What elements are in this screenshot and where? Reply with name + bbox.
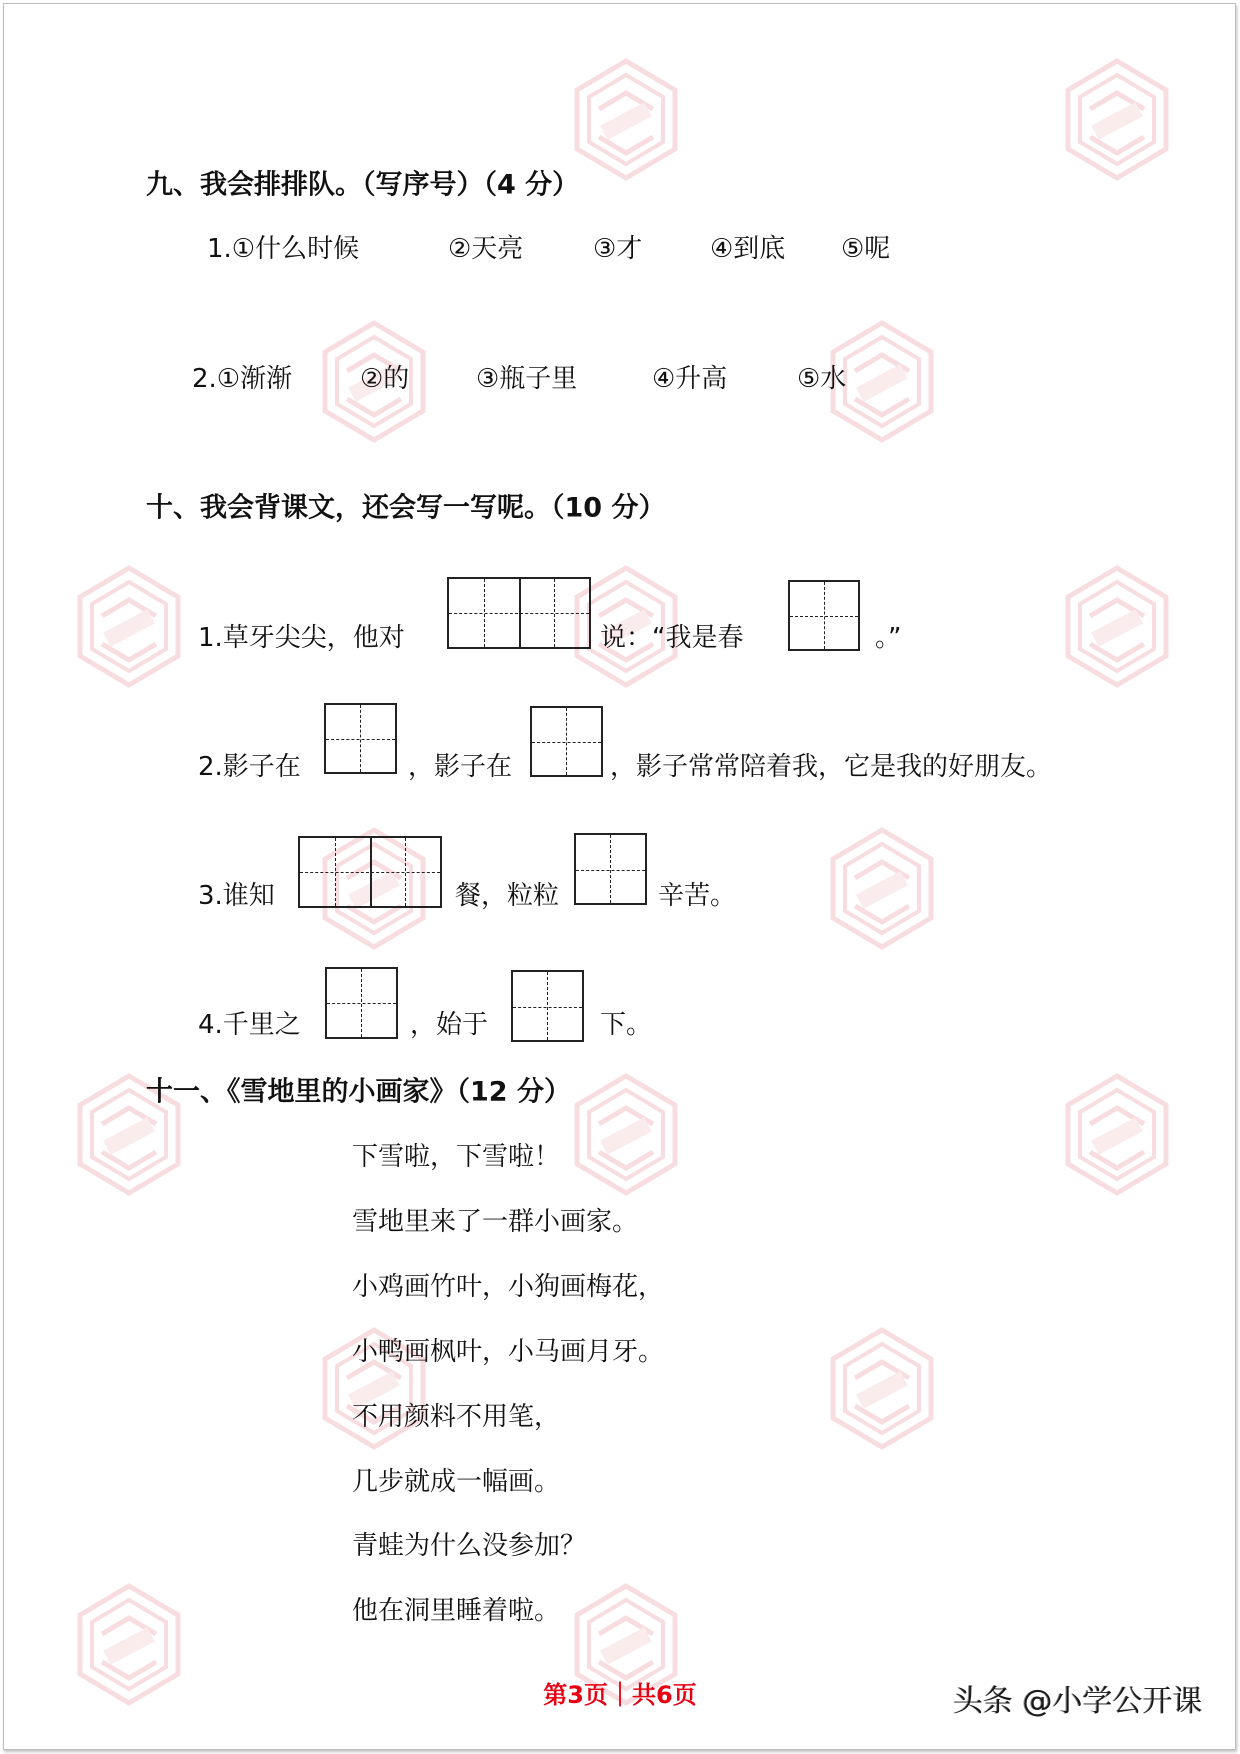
poem-line: 小鸡画竹叶，小狗画梅花， <box>352 1272 665 1302</box>
q10-item2-text-a: 2.影子在 <box>198 752 301 782</box>
q10-item4-text-a: 4.千里之 <box>198 1010 301 1040</box>
source-credit: 头条 @小学公开课 <box>953 1684 1203 1719</box>
q9-line2-option-2: ②的 <box>360 364 410 394</box>
watermark-logo-icon <box>827 1326 937 1451</box>
q10-item3-text-c: 辛苦。 <box>658 881 737 911</box>
q10-item4-text-b: ，始于 <box>410 1010 489 1040</box>
q9-line1-option-3: ③才 <box>593 234 643 264</box>
q9-line2-option-5: ⑤水 <box>797 364 847 394</box>
q9-line2-option-4: ④升高 <box>652 364 728 394</box>
q10-item3-text-a: 3.谁知 <box>198 881 275 911</box>
watermark-logo-icon <box>571 57 681 182</box>
q9-line1-option-5: ⑤呢 <box>841 234 891 264</box>
page-number: 第3页｜共6页 <box>543 1681 697 1709</box>
watermark-logo-icon <box>827 826 937 951</box>
watermark-logo-icon <box>74 564 184 689</box>
poem-line: 青蛙为什么没参加？ <box>352 1531 587 1561</box>
q10-item3-answer-grid-2[interactable] <box>298 836 442 908</box>
poem-line: 不用颜料不用笔， <box>352 1402 561 1432</box>
watermark-logo-icon <box>1062 57 1172 182</box>
watermark-logo-icon <box>74 1582 184 1707</box>
watermark-logo-icon <box>1062 1072 1172 1197</box>
poem-line: 雪地里来了一群小画家。 <box>352 1207 639 1237</box>
section-heading-q10: 十、我会背课文，还会写一写呢。（10 分） <box>146 492 666 524</box>
q10-item4-answer-grid-a[interactable] <box>325 967 398 1039</box>
poem-line: 小鸭画枫叶，小马画月牙。 <box>352 1337 665 1367</box>
q9-line2-option-3: ③瓶子里 <box>476 364 578 394</box>
poem-line: 他在洞里睡着啦。 <box>352 1596 561 1626</box>
q10-item2-answer-grid-a[interactable] <box>324 703 397 774</box>
poem-line: 几步就成一幅画。 <box>352 1467 561 1497</box>
q9-line1-option-4: ④到底 <box>710 234 786 264</box>
q9-line1-option-2: ②天亮 <box>448 234 524 264</box>
q10-item1-answer-grid-1[interactable] <box>788 580 860 651</box>
watermark-logo-icon <box>1062 564 1172 689</box>
q9-line1-option-1: 1.①什么时候 <box>207 234 360 264</box>
q10-item3-answer-grid-1[interactable] <box>574 833 647 905</box>
poem-line: 下雪啦，下雪啦！ <box>352 1142 561 1172</box>
q10-item3-text-b: 餐，粒粒 <box>455 881 560 911</box>
q10-item4-answer-grid-b[interactable] <box>511 970 584 1042</box>
watermark-logo-icon <box>571 1072 681 1197</box>
q9-line2-option-1: 2.①渐渐 <box>192 364 293 394</box>
q10-item2-answer-grid-b[interactable] <box>530 706 603 777</box>
q10-item4-text-c: 下。 <box>600 1010 653 1040</box>
q10-item1-answer-grid-2[interactable] <box>447 577 591 649</box>
q10-item2-text-b: ，影子在 <box>408 752 513 782</box>
q10-item1-text-b: 说：“我是春 <box>600 623 744 653</box>
q10-item1-text-c: 。” <box>875 623 902 653</box>
q10-item1-text-a: 1.草牙尖尖，他对 <box>198 623 405 653</box>
q10-item2-text-c: ，影子常常陪着我，它是我的好朋友。 <box>610 752 1053 782</box>
section-heading-q11: 十一、《雪地里的小画家》（12 分） <box>146 1076 571 1108</box>
section-heading-q9: 九、我会排排队。（写序号）（4 分） <box>146 169 580 201</box>
